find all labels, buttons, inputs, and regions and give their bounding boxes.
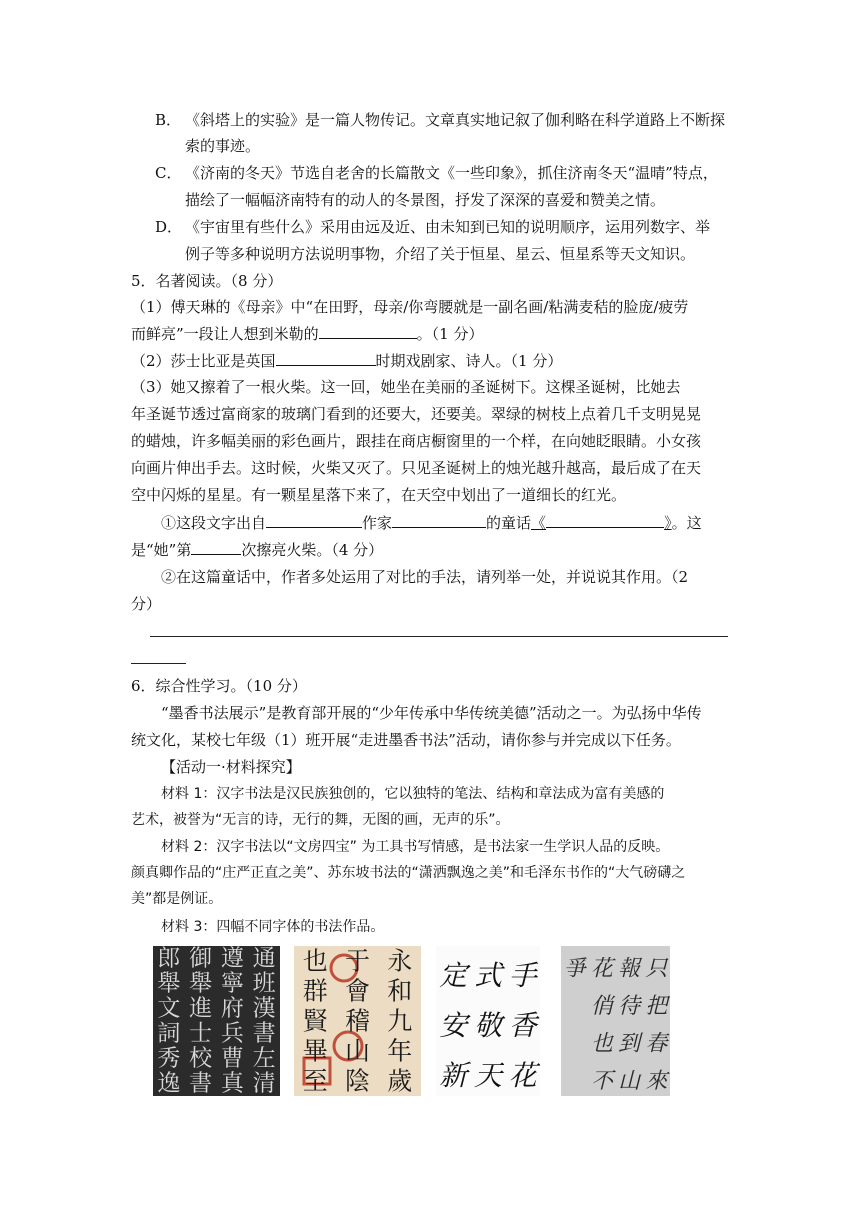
q5-part1-cont: 而鲜亮”一段让人想到米勒的 。（1 分） — [131, 325, 484, 343]
calligraphy-char: 稽 — [344, 1006, 371, 1036]
calligraphy-char: 群 — [302, 976, 328, 1006]
material-1: 材料 1：汉字书法是汉民族独创的，它以独特的笔法、结构和章法成为富有美感的 — [161, 786, 665, 802]
calligraphy-char: 秀 — [157, 1045, 181, 1072]
option-c-label: C． — [155, 164, 182, 182]
calligraphy-char: 文 — [157, 995, 181, 1022]
q5-sub1-cont: 是“她”第 次擦亮火柴。（4 分） — [131, 541, 384, 559]
calligraphy-char: 俏 — [590, 993, 613, 1019]
q5-part3-l3: 的蜡烛，许多幅美丽的彩色画片，跟挂在商店橱窗里的一个样，在向她眨眼睛。小女孩 — [131, 432, 702, 450]
calligraphy-char: 進 — [189, 995, 213, 1022]
calligraphy-char: 兵 — [220, 1020, 244, 1047]
calligraphy-char: 左 — [252, 1045, 276, 1072]
q5-part2: （2）莎士比亚是英国 时期戏剧家、诗人。（1 分） — [131, 352, 563, 370]
calligraphy-char: 遵 — [220, 946, 244, 972]
calligraphy-char: 手 — [508, 959, 537, 992]
answer-blank[interactable] — [191, 539, 241, 555]
calligraphy-char: 曹 — [220, 1045, 244, 1072]
option-b-label: B． — [155, 111, 182, 129]
calligraphy-char: 書 — [189, 1070, 213, 1096]
material-2-cont2: 美”都是例证。 — [131, 891, 223, 907]
option-b-text: 《斜塔上的实验》是一篇人物传记。文章真实地记叙了伽利略在科学道路上不断探 — [185, 111, 726, 129]
calligraphy-char: 校 — [189, 1045, 213, 1072]
calligraphy-char: 賢 — [302, 1006, 328, 1036]
calligraphy-char: 畢 — [302, 1036, 328, 1066]
calligraphy-char: 漢 — [252, 995, 276, 1022]
calligraphy-char: 歲 — [387, 1066, 413, 1096]
calligraphy-char: 士 — [189, 1020, 213, 1047]
calligraphy-char: 花 — [590, 956, 613, 982]
calligraphy-char: 書 — [252, 1020, 276, 1047]
calligraphy-char: 也 — [590, 1031, 613, 1057]
calligraphy-char: 九 — [387, 1006, 413, 1036]
option-c-text-cont: 描绘了一幅幅济南特有的动人的冬景图，抒发了深深的喜爱和赞美之情。 — [185, 191, 666, 209]
calligraphy-char: 也 — [302, 946, 328, 976]
answer-blank[interactable] — [319, 323, 417, 339]
calligraphy-char: 和 — [387, 976, 413, 1006]
calligraphy-char: 新 — [439, 1059, 468, 1092]
calligraphy-char: 只 — [645, 956, 668, 982]
calligraphy-char: 于 — [344, 946, 371, 976]
answer-blank[interactable] — [392, 512, 486, 528]
q5-sub2: ②在这篇童话中，作者多处运用了对比的手法，请列举一处，并说说其作用。（2 — [161, 568, 689, 586]
calligraphy-char: 爭 — [563, 956, 586, 982]
calligraphy-char: 報 — [618, 956, 641, 982]
calligraphy-char: 安 — [439, 1009, 468, 1042]
q5-part3-l2: 年圣诞节透过富商家的玻璃门看到的还要大，还要美。翠绿的树枝上点着几千支明晃晃 — [131, 405, 702, 423]
calligraphy-char: 山 — [618, 1068, 641, 1094]
material-3: 材料 3：四幅不同字体的书法作品。 — [161, 919, 385, 935]
calligraphy-char: 清 — [252, 1070, 276, 1096]
calligraphy-image-regular-script — [153, 946, 280, 1096]
calligraphy-char: 真 — [220, 1070, 244, 1096]
calligraphy-char: 御 — [189, 946, 213, 972]
calligraphy-image-cursive-script — [436, 946, 540, 1096]
calligraphy-char: 年 — [387, 1036, 413, 1066]
calligraphy-image-mao-script — [561, 946, 670, 1096]
calligraphy-char: 逸 — [157, 1070, 181, 1096]
q5-part1: （1）傅天琳的《母亲》中“在田野，母亲/你弯腰就是一副名画/粘满麦秸的脸庞/疲劳 — [131, 298, 689, 316]
q5-part3-l5: 空中闪烁的星星。有一颗星星落下来了，在天空中划出了一道细长的红光。 — [131, 486, 627, 504]
calligraphy-char: 通 — [252, 946, 276, 972]
material-2: 材料 2：汉字书法以“文房四宝” 为工具书写情感，是书法家一生学识人品的反映。 — [161, 839, 670, 855]
calligraphy-char: 天 — [473, 1059, 503, 1092]
q5-sub1: ①这段文字出自 作家 的童话《 》。这 — [161, 514, 702, 532]
question-6-title: 6．综合性学习。（10 分） — [131, 677, 307, 695]
calligraphy-char: 春 — [645, 1031, 668, 1057]
material-2-cont: 颜真卿作品的“庄严正直之美”、苏东坡书法的“潇洒飘逸之美”和毛泽东书作的“大气磅礴之 — [131, 865, 686, 881]
calligraphy-char: 陰 — [344, 1066, 371, 1096]
q5-part3: （3）她又擦着了一根火柴。这一回，她坐在美丽的圣诞树下。这棵圣诞树，比她去 — [131, 378, 681, 396]
calligraphy-char: 至 — [302, 1066, 328, 1096]
calligraphy-char: 府 — [220, 995, 244, 1022]
answer-line[interactable] — [150, 636, 728, 637]
calligraphy-image-running-script — [294, 946, 421, 1096]
calligraphy-char: 把 — [645, 993, 668, 1019]
calligraphy-char: 待 — [618, 993, 641, 1019]
material-1-cont: 艺术，被誉为“无言的诗，无行的舞，无图的画，无声的乐”。 — [131, 812, 510, 828]
option-d-text: 《宇宙里有些什么》采用由远及近、由未知到已知的说明顺序，运用列数字、举 — [185, 218, 711, 236]
activity-1-heading: 【活动一·材料探究】 — [161, 758, 301, 776]
answer-blank[interactable] — [276, 350, 376, 366]
calligraphy-char: 會 — [344, 976, 371, 1006]
calligraphy-char: 班 — [252, 970, 276, 997]
calligraphy-char: 山 — [344, 1036, 371, 1066]
option-d-text-cont: 例子等多种说明方法说明事物，介绍了关于恒星、星云、恒星系等天文知识。 — [185, 245, 696, 263]
calligraphy-char: 式 — [473, 959, 503, 992]
calligraphy-char: 舉 — [157, 970, 181, 997]
q5-part3-l4: 向画片伸出手去。这时候，火柴又灭了。只见圣诞树上的烛光越升越高，最后成了在天 — [131, 459, 702, 477]
option-d-label: D． — [155, 218, 183, 236]
calligraphy-char: 來 — [645, 1068, 668, 1094]
calligraphy-char: 舉 — [189, 970, 213, 997]
option-b-text-cont: 索的事迹。 — [185, 137, 261, 155]
answer-blank[interactable] — [546, 512, 664, 528]
answer-blank[interactable] — [266, 512, 362, 528]
calligraphy-char: 永 — [387, 946, 413, 976]
calligraphy-char: 定 — [439, 959, 468, 992]
q6-intro-cont: 统文化，某校七年级（1）班开展“走进墨香书法”活动，请你参与并完成以下任务。 — [131, 731, 681, 749]
calligraphy-char: 郎 — [157, 946, 181, 972]
calligraphy-char: 到 — [618, 1031, 641, 1057]
calligraphy-char: 寧 — [220, 970, 244, 997]
calligraphy-char: 不 — [590, 1068, 613, 1094]
option-c-text: 《济南的冬天》节选自老舍的长篇散文《一些印象》，抓住济南冬天“温晴”特点， — [185, 164, 718, 182]
answer-line-cont[interactable] — [131, 663, 186, 664]
question-5-title: 5．名著阅读。（8 分） — [131, 272, 283, 290]
q5-sub2-cont: 分） — [131, 595, 162, 613]
calligraphy-char: 香 — [508, 1009, 537, 1042]
calligraphy-char: 花 — [508, 1059, 537, 1092]
q6-intro: “墨香书法展示”是教育部开展的“少年传承中华传统美德”活动之一。为弘扬中华传 — [161, 704, 702, 722]
calligraphy-char: 詞 — [157, 1020, 181, 1047]
calligraphy-char: 敬 — [473, 1009, 503, 1042]
